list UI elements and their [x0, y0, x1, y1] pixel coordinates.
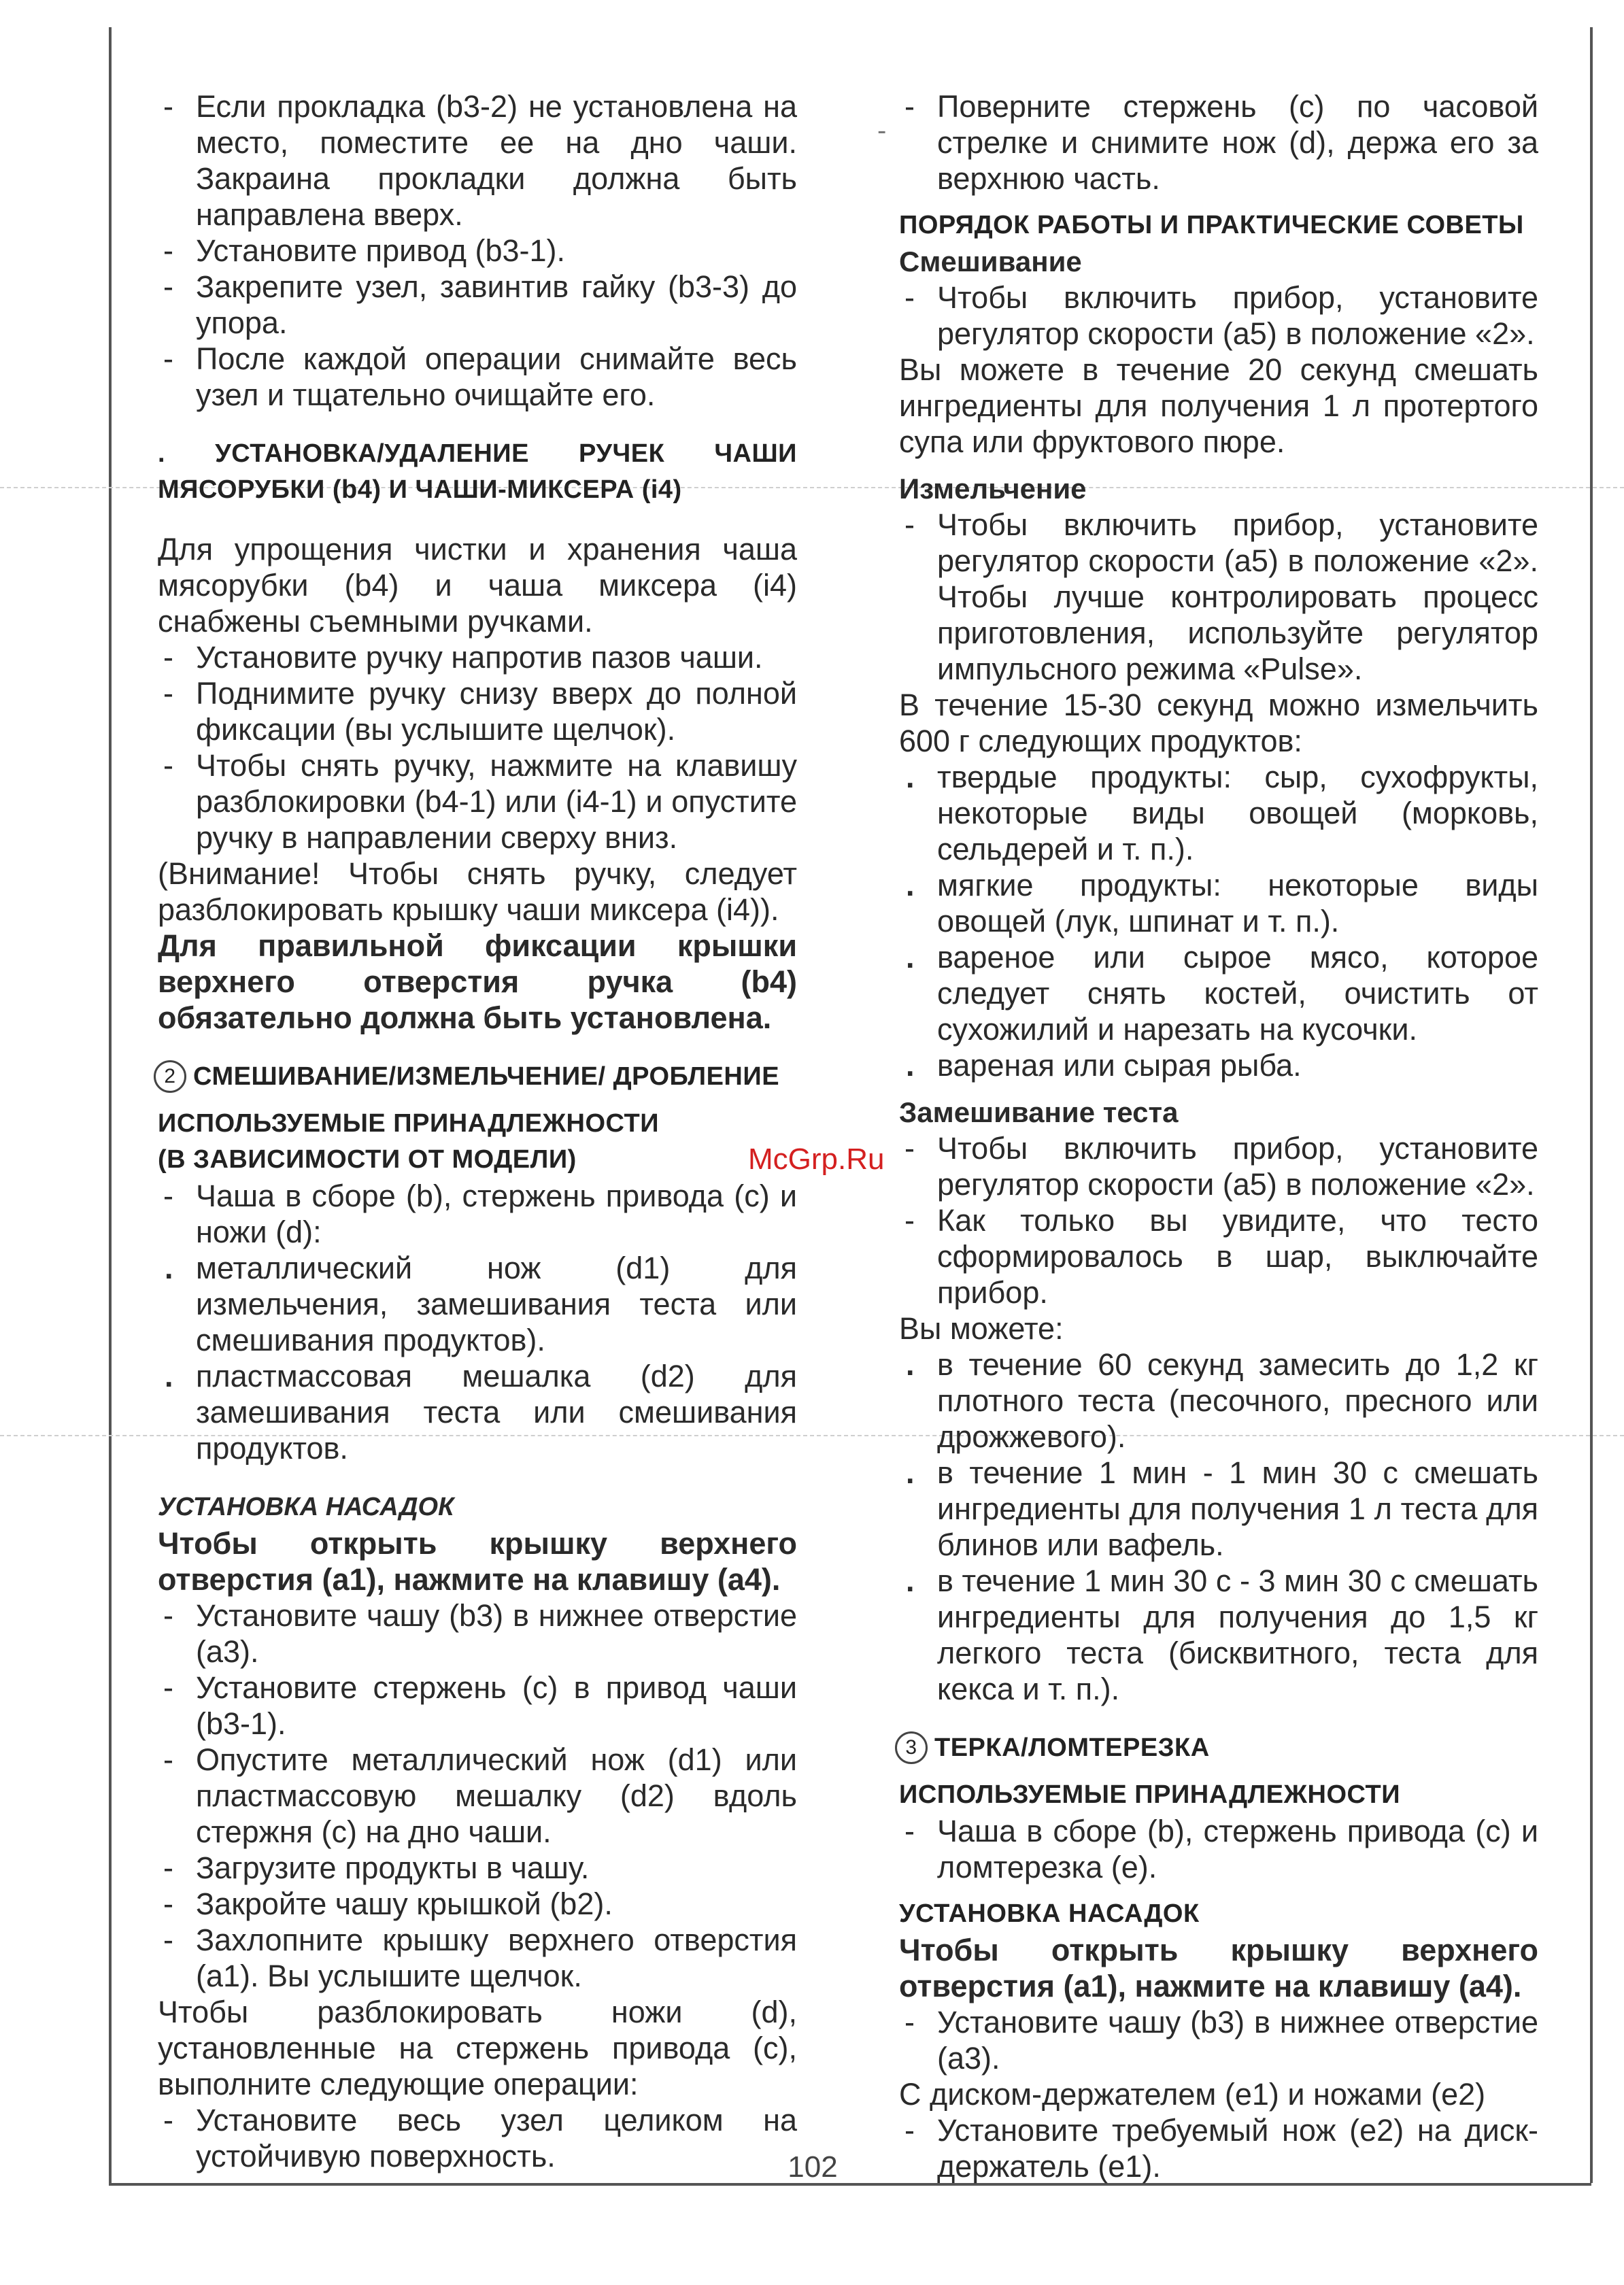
left-column [158, 88, 797, 2174]
list-item: - Закройте чашу крышкой (b2). [163, 1886, 613, 1921]
page-border-right [1590, 27, 1593, 2183]
margin-mark: - [877, 116, 887, 146]
list-item: - Установите ручку напротив пазов чаши. [163, 640, 763, 675]
list-item: - Чаша в сборе (b), стержень привода (c) и ножи (d): [163, 1179, 797, 1249]
list-item: - Как только вы увидите, что тесто сформировалось в шар, выключайте прибор. [904, 1203, 1538, 1310]
list-item: - Если прокладка (b3-2) не установлена на место, поместите ее на дно чаши. Закраина прокладки должна быть направлена вверх. [163, 89, 797, 232]
list-item: . вареная или сырая рыба. [906, 1048, 1302, 1083]
dough-heading: Замешивание теста [899, 1096, 1179, 1128]
list-item: . в течение 1 мин - 1 мин 30 с смешать ингредиенты для получения 1 л теста для блинов или вафель. [906, 1455, 1538, 1562]
section-2-heading [158, 1059, 797, 1095]
list-item: . в течение 1 мин 30 с - 3 мин 30 с смешать ингредиенты для получения до 1,5 кг легкого теста (бисквитного, теста для кекса и т. п.). [906, 1563, 1538, 1706]
list-item: - Установите чашу (b3) в нижнее отверстие (a3). [904, 2005, 1538, 2076]
list-item: - После каждой операции снимайте весь узел и тщательно очищайте его. [163, 341, 797, 412]
section-title: СМЕШИВАНИЕ/ИЗМЕЛЬЧЕНИЕ/ ДРОБЛЕНИЕ [193, 1062, 780, 1091]
dough-text: Вы можете: [899, 1311, 1064, 1346]
list-item: - Поверните стержень (c) по часовой стрелке и снимите нож (d), держа его за верхнюю часть. [904, 89, 1538, 196]
list-item: - Захлопните крышку верхнего отверстия (a1). Вы услышите щелчок. [163, 1923, 797, 1993]
page-number: 102 [788, 2150, 838, 2184]
list-item: . пластмассовая мешалка (d2) для замешивания теста или смешивания продуктов. [165, 1359, 797, 1466]
section-title: ТЕРКА/ЛОМТЕРЕЗКА [934, 1733, 1210, 1762]
accessories-heading: ИСПОЛЬЗУЕМЫЕ ПРИНАДЛЕЖНОСТИ [899, 1780, 1401, 1809]
list-item: - Чтобы снять ручку, нажмите на клавишу разблокировки (b4-1) или (i4-1) и опустите ручку в направлении сверху вниз. [163, 748, 797, 855]
list-item: - Поднимите ручку снизу вверх до полной фиксации (вы услышите щелчок). [163, 676, 797, 747]
list-item: - Загрузите продукты в чашу. [163, 1850, 590, 1885]
section-3-heading [899, 1730, 1538, 1766]
order-heading: ПОРЯДОК РАБОТЫ И ПРАКТИЧЕСКИЕ СОВЕТЫ [899, 211, 1524, 239]
accessories-heading: ИСПОЛЬЗУЕМЫЕ ПРИНАДЛЕЖНОСТИ [158, 1109, 660, 1138]
install-instruction: Чтобы открыть крышку верхнего отверстия (a1), нажмите на клавишу (a4). [899, 1933, 1538, 2003]
list-item: . твердые продукты: сыр, сухофрукты, некоторые виды овощей (морковь, сельдерей и т. п.). [906, 760, 1538, 866]
install-heading: УСТАНОВКА НАСАДОК [158, 1493, 454, 1521]
page-border-left [109, 27, 112, 2183]
handles-note: (Внимание! Чтобы снять ручку, следует разблокировать крышку чаши миксера (i4)). [158, 856, 797, 927]
install-heading: УСТАНОВКА НАСАДОК [899, 1899, 1200, 1928]
mixing-heading: Смешивание [899, 246, 1082, 277]
list-item: - Установите стержень (c) в привод чаши (b3-1). [163, 1670, 797, 1741]
list-item: - Установите привод (b3-1). [163, 233, 566, 268]
list-item: - Чтобы включить прибор, установите регулятор скорости (a5) в положение «2». [904, 280, 1538, 351]
install-instruction: Чтобы открыть крышку верхнего отверстия (a1), нажмите на клавишу (a4). [158, 1526, 797, 1597]
list-item: - Установите весь узел целиком на устойчивую поверхность. [163, 2103, 797, 2173]
section-number-badge: 2 [154, 1060, 186, 1093]
list-item: - Чтобы включить прибор, установите регулятор скорости (a5) в положение «2». Чтобы лучше контролировать процесс приготовления, используйте регулятор импульсного режима «Pulse». [904, 507, 1538, 686]
list-item: - Закрепите узел, завинтив гайку (b3-3) до упора. [163, 269, 797, 340]
mixing-text: Вы можете в течение 20 секунд смешать ингредиенты для получения 1 л протертого супа или фруктового пюре. [899, 352, 1538, 459]
handles-intro: Для упрощения чистки и хранения чаша мясорубки (b4) и чаша миксера (i4) снабжены съемными ручками. [158, 532, 797, 639]
watermark: McGrp.Ru [748, 1142, 885, 1176]
disk-text: С диском-держателем (e1) и ножами (e2) [899, 2077, 1486, 2112]
right-column [899, 88, 1538, 2184]
list-item: . мягкие продукты: некоторые виды овощей (лук, шпинат и т. п.). [906, 868, 1538, 938]
unlock-intro: Чтобы разблокировать ножи (d), установленные на стержень привода (c), выполните следующие операции: [158, 1995, 797, 2101]
chopping-text: В течение 15-30 секунд можно измельчить 600 г следующих продуктов: [899, 688, 1538, 758]
list-item: - Установите чашу (b3) в нижнее отверстие (a3). [163, 1598, 797, 1669]
chopping-heading: Измельчение [899, 473, 1087, 505]
handles-heading: . УСТАНОВКА/УДАЛЕНИЕ РУЧЕК ЧАШИ МЯСОРУБКИ (b4) И ЧАШИ-МИКСЕРА (i4) [158, 439, 797, 504]
handles-bold-note: Для правильной фиксации крышки верхнего отверстия ручка (b4) обязательно должна быть установлена. [158, 928, 797, 1035]
list-item: - Опустите металлический нож (d1) или пластмассовую мешалку (d2) вдоль стержня (c) на дно чаши. [163, 1742, 797, 1849]
section-number-badge: 3 [895, 1731, 928, 1764]
list-item: . в течение 60 секунд замесить до 1,2 кг плотного теста (песочного, пресного или дрожжевого). [906, 1347, 1538, 1454]
list-item: - Установите требуемый нож (e2) на диск-держатель (e1). [904, 2113, 1538, 2184]
list-item: - Чаша в сборе (b), стержень привода (c) и ломтерезка (e). [904, 1814, 1538, 1884]
accessories-heading-note: (В ЗАВИСИМОСТИ ОТ МОДЕЛИ) [158, 1145, 577, 1174]
list-item: - Чтобы включить прибор, установите регулятор скорости (a5) в положение «2». [904, 1131, 1538, 1202]
list-item: . вареное или сырое мясо, которое следует снять костей, очистить от сухожилий и нарезать на кусочки. [906, 940, 1538, 1047]
list-item: . металлический нож (d1) для измельчения, замешивания теста или смешивания продуктов). [165, 1251, 797, 1357]
